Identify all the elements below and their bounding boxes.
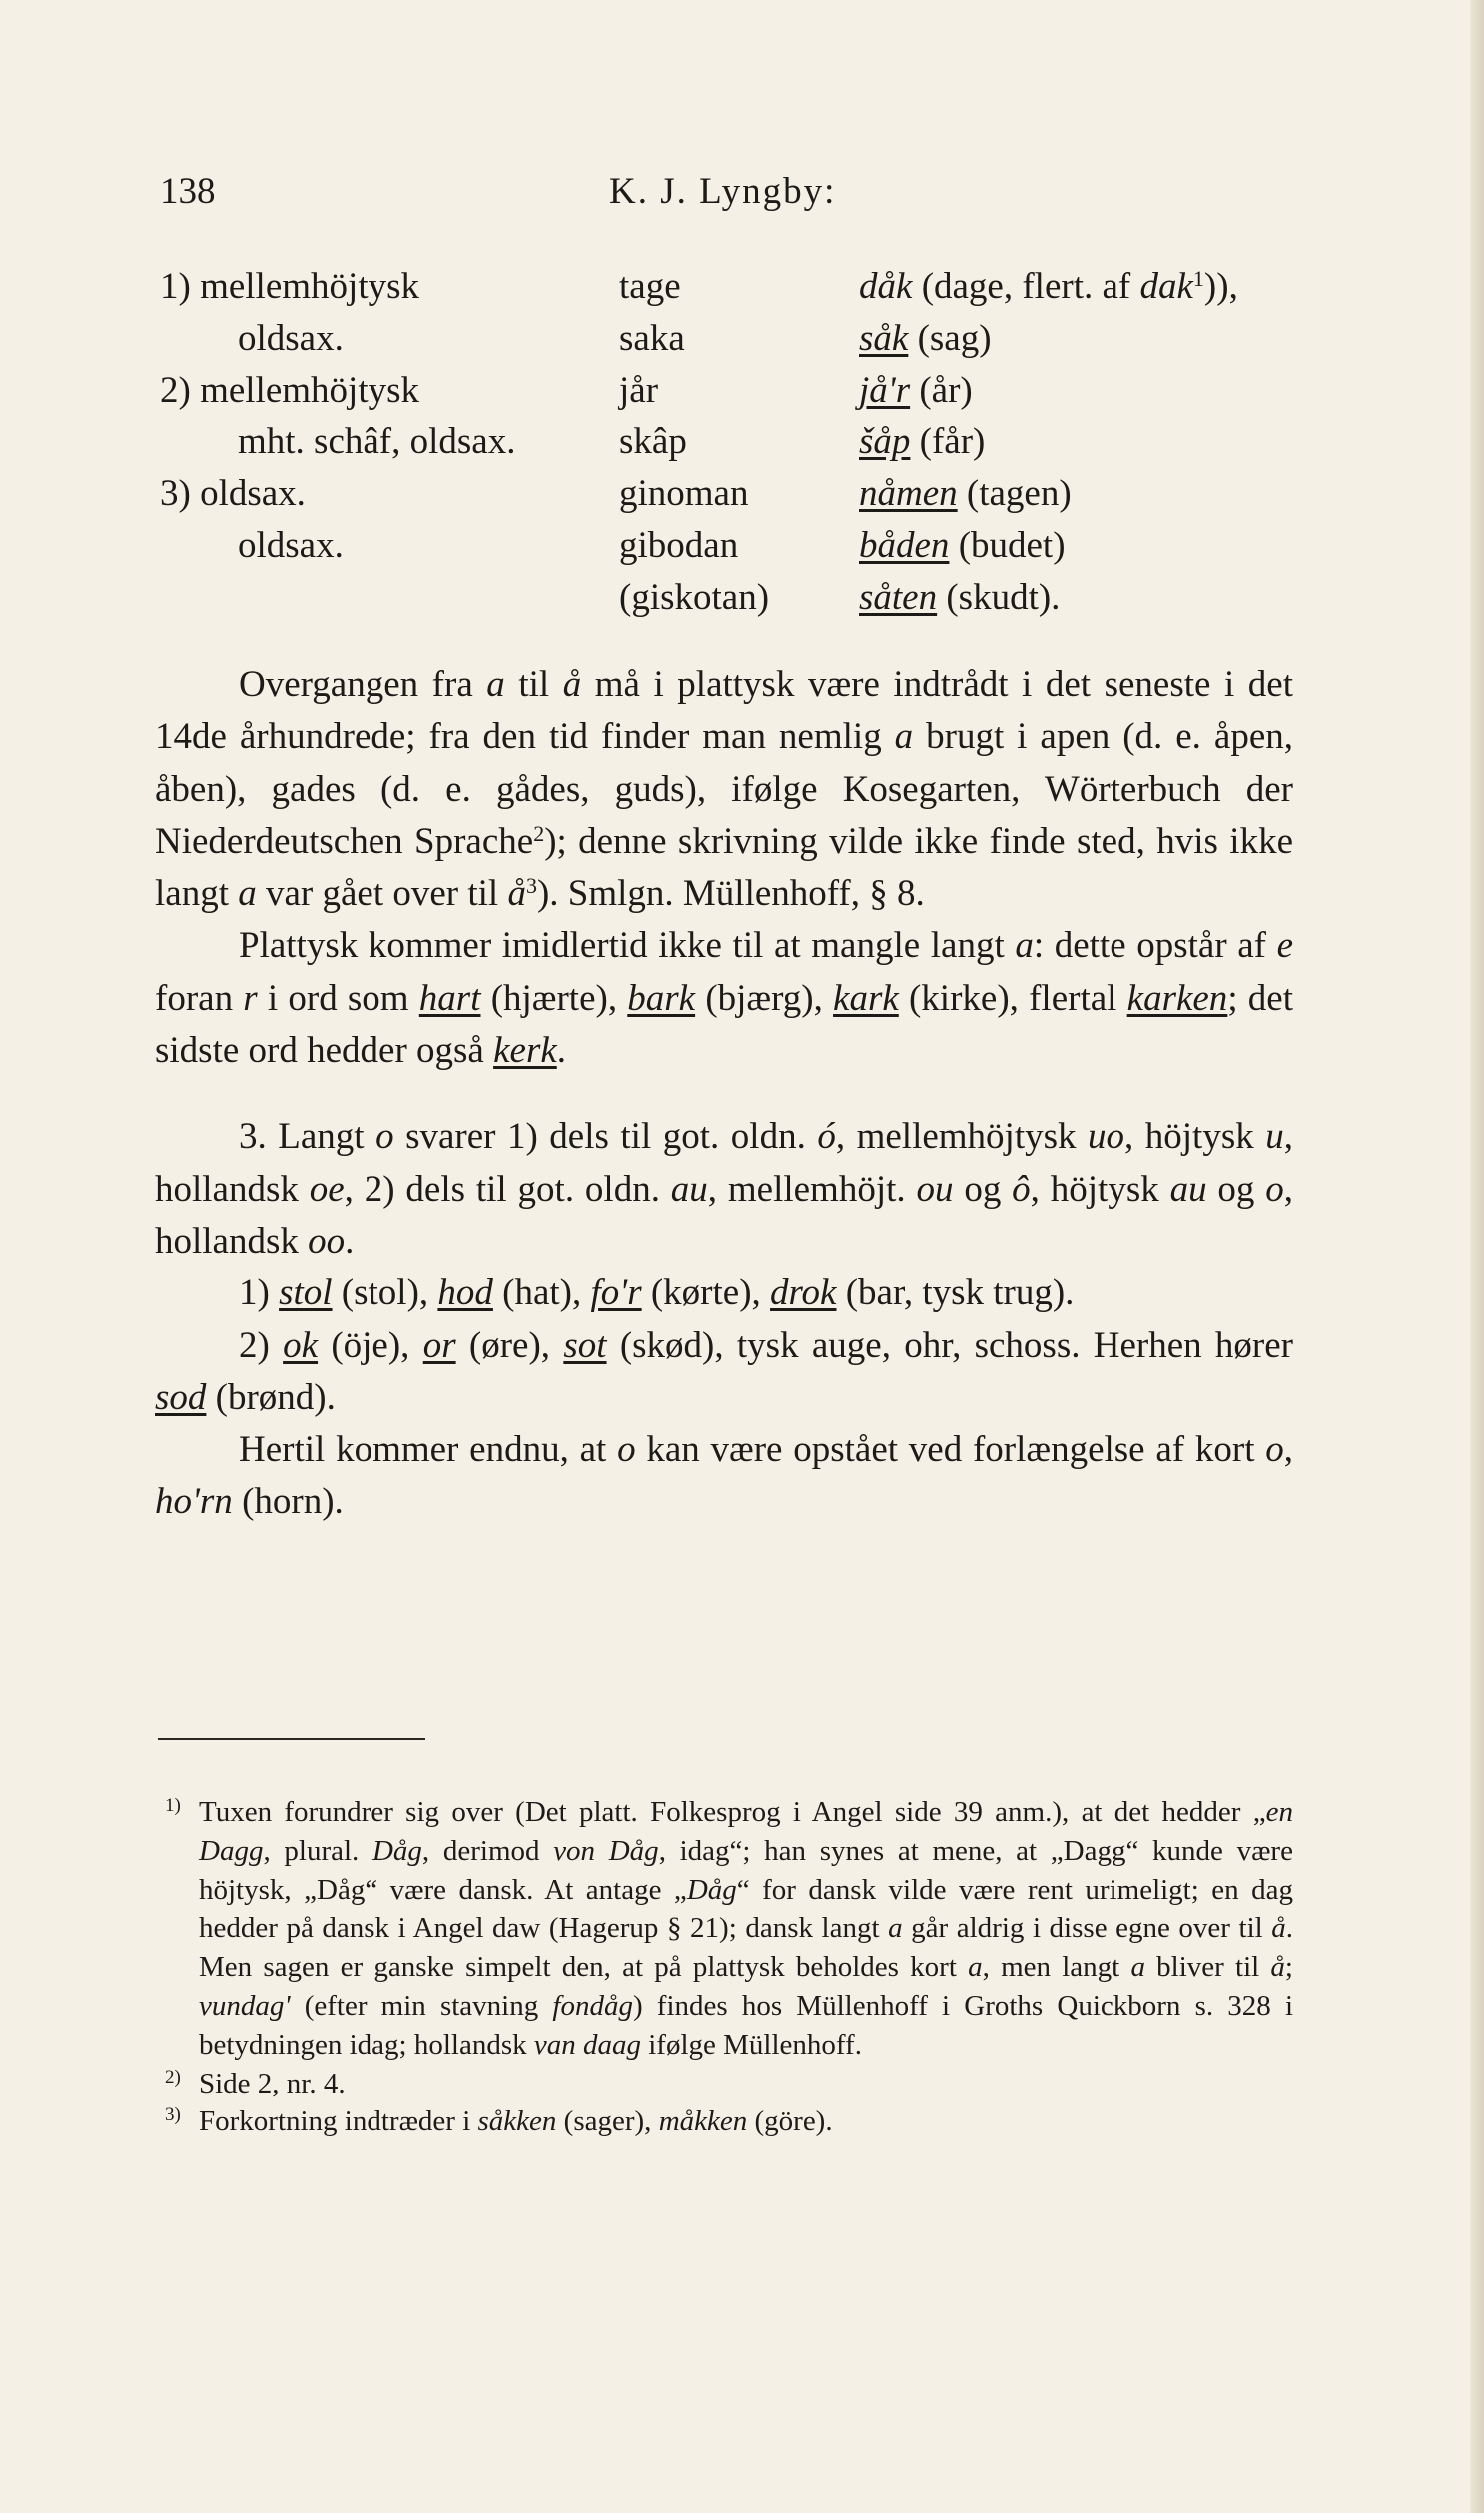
paragraph: Overgangen fra a til å må i plattysk være indtrådt i det seneste i det 14de århundrede; fra den tid finder man nemlig a brugt i apen (d. e. åpen, åben), gades (d. e. gådes, guds), ifølge Kosegarten, Wörterbuch der Niederdeutschen Sprache$^2$); denne skrivning vilde ikke finde sted, hvis ikke langt a var gået over til $å^3$). Smlgn. Müllenhoff, § 8. [155, 664, 1294, 915]
source-language: 3) oldsax. [160, 473, 306, 514]
source-language: 1) mellemhöjtysk [160, 266, 419, 307]
source-language: mht. schâf, oldsax. [238, 421, 516, 462]
source-word: (giskotan) [619, 577, 770, 618]
source-language: oldsax. [238, 318, 344, 359]
source-word: ginoman [619, 473, 749, 514]
page-edge [1470, 0, 1484, 2513]
table-row [160, 369, 1318, 420]
footnote: 2) Side 2, nr. 4. [165, 2065, 1293, 2103]
footnotes [165, 1793, 1293, 2141]
footnote-mark: 1) [165, 1795, 181, 1816]
footnote-mark: 3) [165, 2104, 181, 2126]
source-word: skâp [619, 421, 687, 462]
paragraph: 1) stol (stol), hod (hat), fo'r (kørte), drok (bar, tysk trug). [239, 1272, 1075, 1314]
footnote: 1) Tuxen forundrer sig over (Det platt. Folkesprog i Angel side 39 anm.), at det hedder „en Dagg, plural. Dåg, derimod von Dåg, idag“; han synes at mene, at „Dagg“ kunde være höjtysk, „Dåg“ være dansk. At antage „Dåg“ for dansk vilde være rent urimeligt; en dag hedder på dansk i Angel daw (Hagerup § 21); dansk langt a går aldrig i disse egne over til å. Men sagen er ganske simpelt den, at på plattysk beholdes kort a, men langt a bliver til å; vundag' (efter min stavning fondåg) findes hos Müllenhoff i Groths Quickborn s. 328 i betydningen idag; hollandsk van daag ifølge Müllenhoff. [165, 1793, 1293, 2065]
source-word: tage [619, 266, 681, 307]
plattysk-form: šåp (får) [859, 421, 986, 462]
table-row [160, 524, 1318, 576]
plattysk-form: båden (budet) [859, 525, 1066, 566]
plattysk-form: nåmen (tagen) [859, 473, 1072, 514]
source-language: oldsax. [238, 525, 344, 566]
page-number: 138 [160, 171, 216, 212]
page-header [150, 170, 1298, 220]
plattysk-form: dåk (dage, flert. af dak$^1$)), [859, 266, 1238, 307]
plattysk-form: såk (sag) [859, 318, 992, 359]
paragraph: Plattysk kommer imidlertid ikke til at mangle langt a: dette opstår af e foran r i ord som hart (hjærte), bark (bjærg), kark (kirke), flertal karken; det sidste ord hedder også kerk. [155, 925, 1294, 1072]
footnote: 3) Forkortning indtræder i såkken (sager), måkken (göre). [165, 2102, 1293, 2141]
table-row [160, 317, 1318, 369]
table-row [160, 472, 1318, 524]
paragraph: Hertil kommer endnu, at o kan være opstået ved forlængelse af kort o, ho'rn (horn). [155, 1429, 1293, 1523]
plattysk-form: jå'r (år) [859, 370, 973, 411]
running-head: K. J. Lyngby: [609, 171, 837, 212]
source-language: 2) mellemhöjtysk [160, 370, 419, 411]
paragraph: 2) ok (öje), or (øre), sot (skød), tysk auge, ohr, schoss. Herhen hører sod (brønd). [155, 1324, 1293, 1418]
plattysk-form: såten (skudt). [859, 577, 1061, 618]
source-word: saka [619, 318, 685, 359]
table-row [160, 576, 1318, 628]
table-row [160, 265, 1318, 317]
footnote-mark: 2) [165, 2066, 181, 2088]
paragraph: 3. Langt o svarer 1) dels til got. oldn. ó, mellemhöjtysk uo, höjtysk u, hollandsk oe, 2) dels til got. oldn. au, mellemhöjt. ou og ô, höjtysk au og o, hollandsk oo. [155, 1116, 1293, 1261]
source-word: jår [619, 370, 659, 411]
body-text [155, 659, 1293, 1529]
word-comparison-table [160, 265, 1318, 628]
table-row [160, 420, 1318, 472]
source-word: gibodan [619, 525, 739, 566]
footnote-rule [158, 1738, 425, 1740]
